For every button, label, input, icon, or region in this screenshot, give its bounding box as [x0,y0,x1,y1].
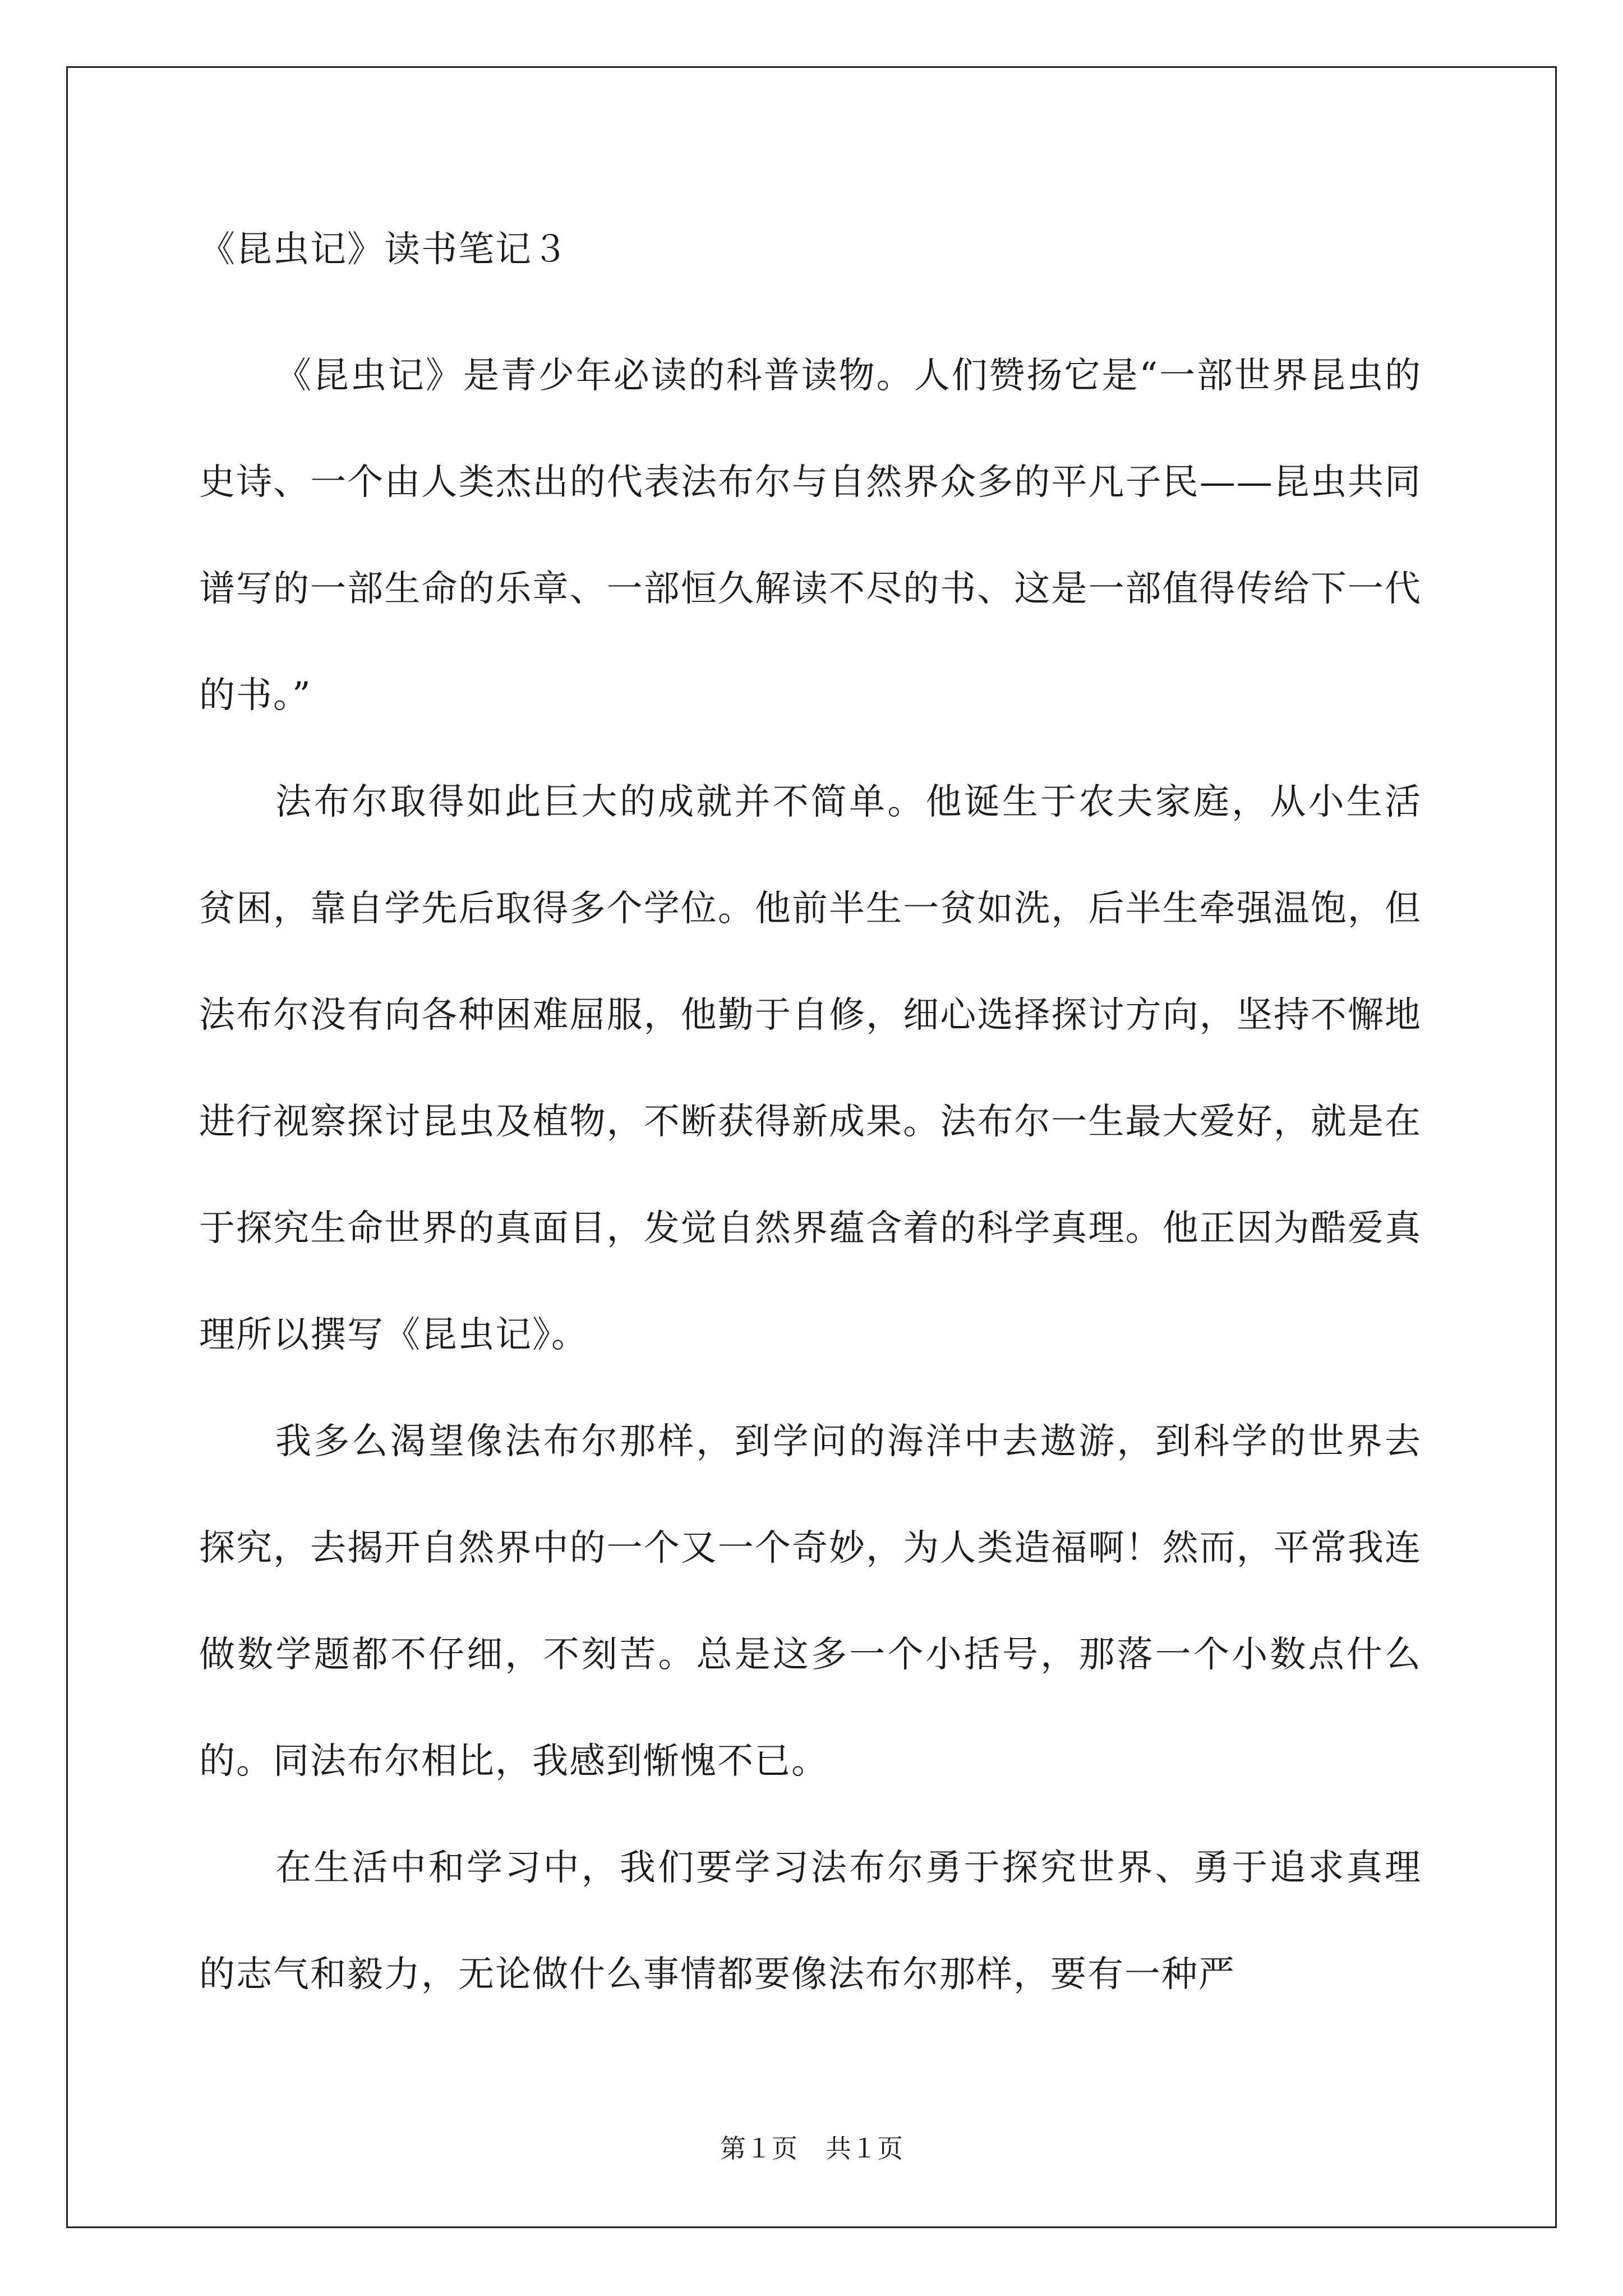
page-total: 共１页 [826,2133,903,2164]
page-number: 第１页 [720,2133,797,2164]
paragraph-3: 我多么渴望像法布尔那样，到学问的海洋中去遨游，到科学的世界去探究，去揭开自然界中的一个又一个奇妙，为人类造福啊！然而，平常我连做数学题都不仔细，不刻苦。总是这多一个小括号，那落一个小数点什么的。同法布尔相比，我感到惭愧不已。 [199,1421,1422,1782]
paragraph-2: 法布尔取得如此巨大的成就并不简单。他诞生于农夫家庭，从小生活贫困，靠自学先后取得多个学位。他前半生一贫如洗，后半生牵强温饱，但法布尔没有向各种困难屈服，他勤于自修，细心选择探讨方向，坚持不懈地进行视察探讨昆虫及植物，不断获得新成果。法布尔一生最大爱好，就是在于探究生命世界的真面目，发觉自然界蕴含着的科学真理。他正因为酷爱真理所以撰写《昆虫记》。 [199,781,1422,1356]
document-body [199,222,1422,2028]
paragraph-4: 在生活中和学习中，我们要学习法布尔勇于探究世界、勇于追求真理的志气和毅力，无论做什么事情都要像法布尔那样，要有一种严 [199,1847,1422,1995]
paragraph-1: 《昆虫记》是青少年必读的科普读物。人们赞扬它是“一部世界昆虫的史诗、一个由人类杰出的代表法布尔与自然界众多的平凡子民——昆虫共同谱写的一部生命的乐章、一部恒久解读不尽的书、这是一部值得传给下一代的书。” [199,355,1422,716]
page-footer [0,2132,1623,2165]
document-title: 《昆虫记》读书笔记３ [199,229,569,270]
